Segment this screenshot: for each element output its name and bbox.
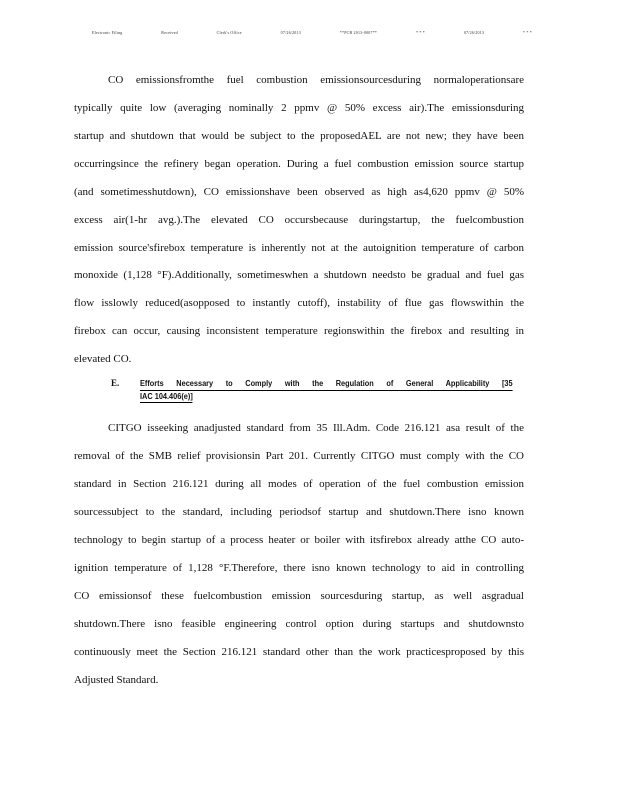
paragraph-line: elevated CO. <box>74 353 132 365</box>
paragraph-line: continuously meet the Section 216.121 standard other than the work practicesproposed by this <box>74 646 524 658</box>
header-field: Clerk's Office <box>216 30 242 35</box>
paragraph-line: emission source'sfirebox temperature is inherently not at the autoignition temperature of carbon <box>74 242 524 254</box>
header-field: 07/26/2013 <box>463 30 485 35</box>
paragraph-line: occurringsince the refinery began operation. During a fuel combustion emission source startup <box>74 158 524 170</box>
header-field: * * * <box>523 30 532 35</box>
header-field: 07/26/2013 <box>280 30 301 35</box>
paragraph-line: sourcessubject to the standard, including periodsof startup and shutdown.There isno known <box>74 506 524 518</box>
section-number: E. <box>111 378 120 388</box>
header-field: **PCB 2013-0007** <box>339 30 378 35</box>
section-heading-line: Efforts Necessary to Comply with the Regulation of General Applicability [35 <box>140 378 513 391</box>
paragraph-line: (and sometimesshutdown), CO emissionshave been observed as high as4,620 ppmv @ 50% <box>74 186 524 198</box>
paragraph-line: monoxide (1,128 °F).Additionally, sometimeswhen a shutdown needsto be gradual and fuel gas <box>74 269 524 281</box>
paragraph-line: flow isslowly reduced(asopposed to instantly cutoff), instability of flue gas flowswithin the <box>74 297 524 309</box>
paragraph-line: technology to begin startup of a process heater or boiler with itsfirebox already atthe CO auto- <box>74 534 524 546</box>
paragraph-line: Adjusted Standard. <box>74 674 159 686</box>
paragraph-line: shutdown.There isno feasible engineering control option during startups and shutdownsto <box>74 618 524 630</box>
paragraph-line: CO emissionsof these fuelcombustion emission sourcesduring startup, as well asgradual <box>74 590 524 602</box>
section-heading <box>140 378 513 403</box>
paragraph-line: ignition temperature of 1,128 °F.Therefore, there isno known technology to aid in controlling <box>74 562 524 574</box>
section-heading-line: IAC 104.406(e)] <box>140 392 193 401</box>
header-field: Received <box>161 30 178 35</box>
paragraph-line: standard in Section 216.121 during all modes of operation of the fuel combustion emission <box>74 478 524 490</box>
header-field: * * * <box>415 30 425 35</box>
paragraph-line: typically quite low (averaging nominally 2 ppmv @ 50% excess air).The emissionsduring <box>74 102 524 114</box>
electronic-filing-header <box>92 30 532 35</box>
paragraph-line: startup and shutdown that would be subject to the proposedAEL are not new; they have been <box>74 130 524 142</box>
header-field: Electronic Filing <box>92 30 123 35</box>
paragraph-line: excess air(1-hr avg.).The elevated CO occursbecause duringstartup, the fuelcombustion <box>74 214 524 226</box>
paragraph-line: firebox can occur, causing inconsistent temperature regionswithin the firebox and resulting in <box>74 325 524 337</box>
paragraph-line: CITGO isseeking anadjusted standard from 35 Ill.Adm. Code 216.121 asa result of the <box>108 422 524 434</box>
paragraph-line: CO emissionsfromthe fuel combustion emissionsourcesduring normaloperationsare <box>108 74 524 86</box>
paragraph-line: removal of the SMB relief provisionsin Part 201. Currently CITGO must comply with the CO <box>74 450 524 462</box>
